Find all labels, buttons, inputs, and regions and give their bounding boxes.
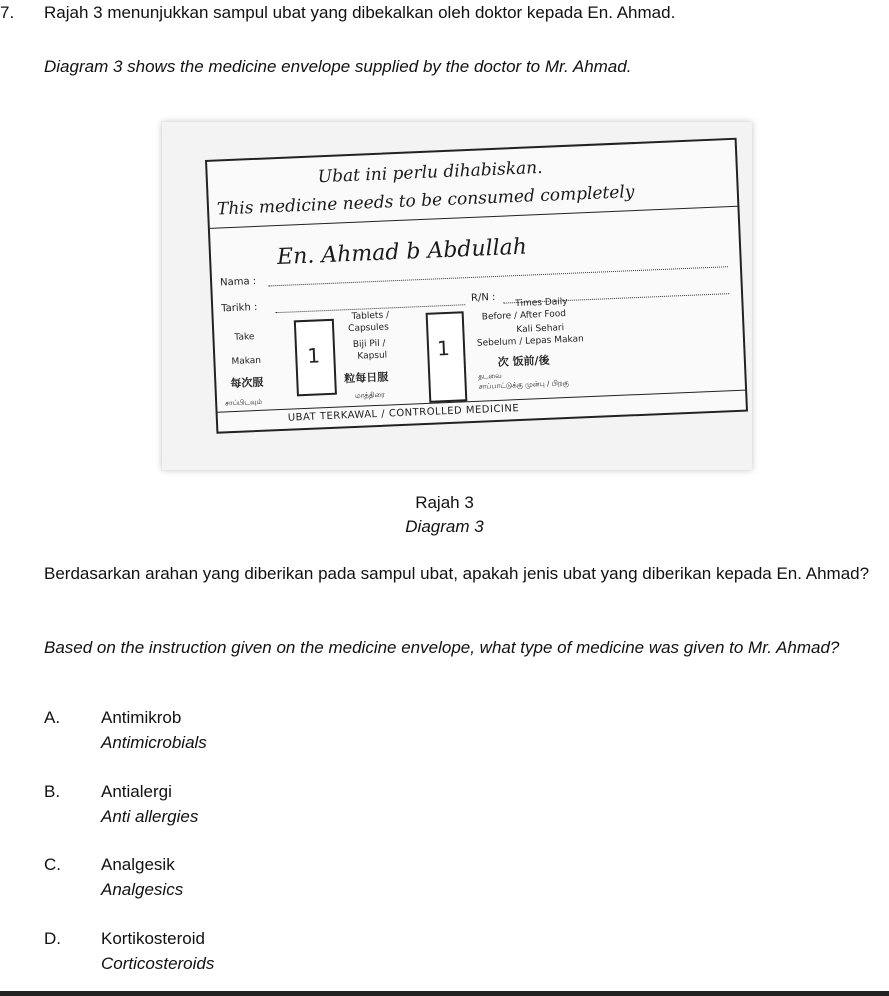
handwritten-note-en: This medicine needs to be consumed completely bbox=[216, 182, 635, 220]
option-text-ms: Antialergi bbox=[101, 782, 172, 801]
times-daily-label: Times Daily bbox=[515, 296, 568, 310]
question-number: 7. bbox=[0, 3, 15, 22]
page-bottom-rule bbox=[0, 991, 889, 996]
option-letter: B. bbox=[44, 782, 61, 801]
patient-name: En. Ahmad b Abdullah bbox=[276, 234, 528, 271]
chinese-text-left: 每次服 bbox=[230, 375, 264, 391]
option-text-ms: Kortikosteroid bbox=[101, 929, 205, 948]
chinese-text-right: 次 饭前/後 bbox=[497, 353, 550, 369]
handwritten-note-ms: Ubat ini perlu dihabiskan. bbox=[317, 157, 543, 188]
tamil-text-right-top: தடவை bbox=[478, 371, 502, 381]
tarikh-label: Tarikh : bbox=[221, 301, 258, 315]
nama-label: Nama : bbox=[219, 275, 257, 289]
diagram-caption-en: Diagram 3 bbox=[405, 517, 484, 536]
dose-count: 1 bbox=[306, 343, 321, 368]
kali-sehari-label: Kali Sehari bbox=[516, 323, 565, 336]
sebelum-label: Sebelum / Lepas Makan bbox=[476, 334, 585, 349]
tamil-text-mid: மாத்திரை bbox=[354, 390, 385, 400]
option-letter: A. bbox=[44, 708, 61, 727]
option-text-en: Corticosteroids bbox=[101, 954, 215, 973]
option-text-ms: Analgesik bbox=[101, 855, 175, 874]
prompt-ms: Berdasarkan arahan yang diberikan pada sampul ubat, apakah jenis ubat yang diberikan kepada En. Ahmad? bbox=[44, 564, 870, 583]
rn-label: R/N : bbox=[470, 291, 496, 304]
kapsul-label: Kapsul bbox=[357, 350, 388, 362]
before-after-label: Before / After Food bbox=[481, 309, 567, 323]
controlled-medicine-label: UBAT TERKAWAL / CONTROLLED MEDICINE bbox=[287, 403, 520, 424]
option-letter: C. bbox=[44, 855, 61, 874]
tamil-text-right: சாப்பாட்டுக்கு முன்பு / பிறகு bbox=[478, 378, 570, 391]
option-letter: D. bbox=[44, 929, 61, 948]
option-text-en: Analgesics bbox=[101, 880, 184, 899]
biji-label: Biji Pil / bbox=[352, 338, 386, 350]
nama-dotted-line bbox=[268, 266, 728, 286]
question-text-en: Diagram 3 shows the medicine envelope supplied by the doctor to Mr. Ahmad. bbox=[44, 57, 632, 76]
take-label: Take bbox=[234, 332, 255, 343]
makan-label: Makan bbox=[231, 355, 262, 368]
tamil-text-left: சாப்பிடவும் bbox=[225, 397, 263, 408]
tablets-label: Tablets / bbox=[351, 310, 390, 322]
option-text-ms: Antimikrob bbox=[101, 708, 182, 727]
times-count: 1 bbox=[436, 335, 451, 361]
chinese-text-mid: 粒每日服 bbox=[344, 370, 389, 386]
option-text-en: Antimicrobials bbox=[101, 733, 207, 752]
diagram-caption-ms: Rajah 3 bbox=[415, 493, 474, 512]
question-text-ms: Rajah 3 menunjukkan sampul ubat yang dibekalkan oleh doktor kepada En. Ahmad. bbox=[44, 3, 676, 22]
option-text-en: Anti allergies bbox=[101, 807, 199, 826]
prompt-en: Based on the instruction given on the medicine envelope, what type of medicine was given to Mr. Ahmad? bbox=[44, 638, 840, 657]
medicine-envelope-label bbox=[205, 138, 748, 434]
capsules-label: Capsules bbox=[347, 322, 390, 335]
